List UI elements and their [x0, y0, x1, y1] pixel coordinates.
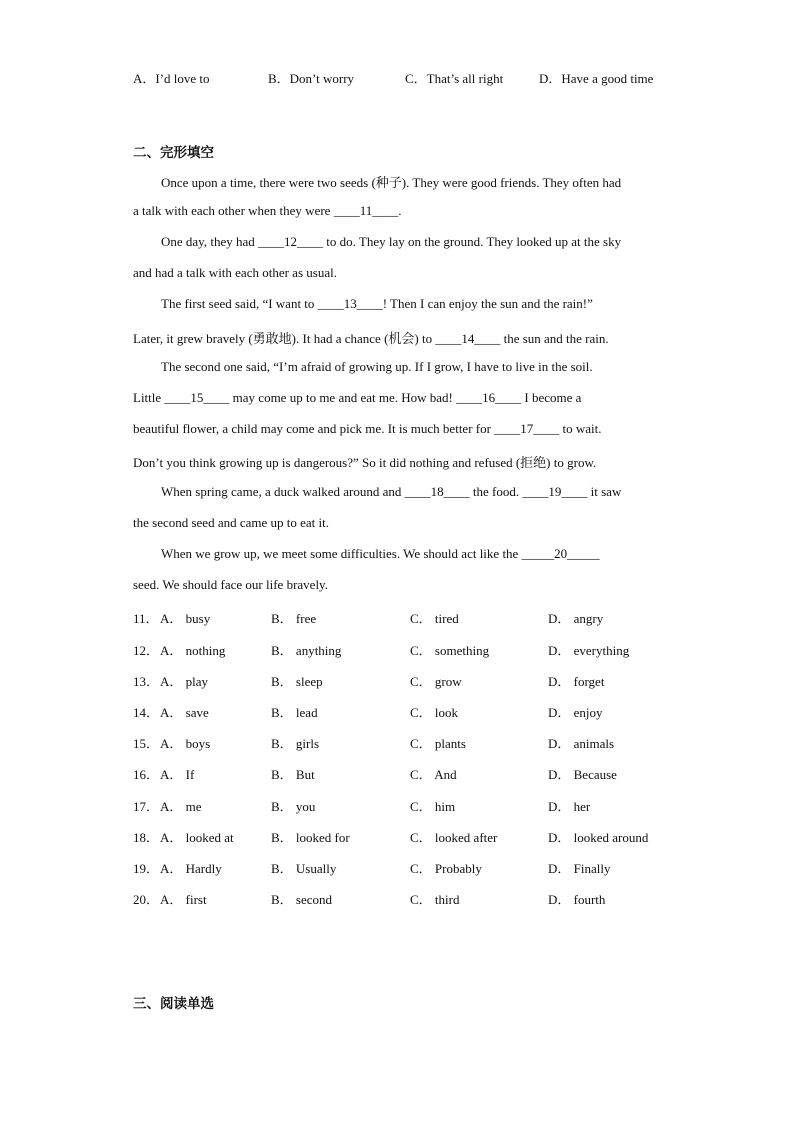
- question-number: 13．: [133, 674, 160, 689]
- passage-line: The second one said, “I’m afraid of growing up. If I grow, I have to live in the soil.: [161, 359, 593, 374]
- blank-17: ____17____: [494, 421, 560, 436]
- blank-20: _____20_____: [521, 546, 600, 561]
- option-b[interactable]: B． looked for: [271, 830, 350, 845]
- question-row-17: [133, 796, 693, 816]
- passage-text: Later, it grew bravely (勇敢地). It had a chance (机会) to: [133, 331, 436, 346]
- option-d[interactable]: D． animals: [548, 736, 615, 751]
- passage-line: [133, 203, 401, 219]
- option-d[interactable]: D． Finally: [548, 861, 611, 876]
- prev-option-d: D．Have a good time: [539, 71, 654, 86]
- option-a[interactable]: A． boys: [160, 736, 211, 751]
- option-a[interactable]: A． busy: [160, 611, 211, 626]
- option-c[interactable]: C． third: [410, 892, 460, 907]
- question-number: 19．: [133, 861, 160, 876]
- option-c[interactable]: C． plants: [410, 736, 466, 751]
- blank-14: ____14____: [435, 331, 501, 346]
- passage-line: Once upon a time, there were two seeds (种子). They were good friends. They often had: [161, 175, 622, 190]
- question-row-18: [133, 827, 693, 847]
- passage-text: When we grow up, we meet some difficulties. We should act like the: [161, 546, 522, 561]
- question-number: 14．: [133, 705, 160, 720]
- blank-12: ____12____: [258, 234, 323, 249]
- option-a[interactable]: A． If: [160, 767, 195, 782]
- option-d[interactable]: D． her: [548, 799, 591, 814]
- passage-text: a talk with each other when they were: [133, 203, 334, 218]
- passage-text: I become a: [521, 390, 582, 405]
- blank-15: ____15____: [164, 390, 230, 405]
- question-row-12: [133, 640, 693, 660]
- option-a[interactable]: A． nothing: [160, 643, 226, 658]
- passage-line: [161, 546, 600, 562]
- option-c[interactable]: C． grow: [410, 674, 462, 689]
- option-c[interactable]: C． looked after: [410, 830, 498, 845]
- question-row-15: [133, 733, 693, 753]
- option-b[interactable]: B． Usually: [271, 861, 337, 876]
- option-b[interactable]: B． lead: [271, 705, 318, 720]
- option-b[interactable]: B． sleep: [271, 674, 323, 689]
- option-d[interactable]: D． fourth: [548, 892, 606, 907]
- option-d[interactable]: D． looked around: [548, 830, 649, 845]
- passage-line: [133, 421, 601, 437]
- question-row-20: [133, 889, 693, 909]
- option-c[interactable]: C． look: [410, 705, 459, 720]
- prev-option-b: B．Don’t worry: [268, 71, 355, 86]
- passage-line: the second seed and came up to eat it.: [133, 515, 330, 530]
- question-row-19: [133, 858, 693, 878]
- option-a[interactable]: A． play: [160, 674, 209, 689]
- question-number: 12．: [133, 643, 160, 658]
- passage-text: .: [398, 203, 402, 218]
- passage-text: the food.: [469, 484, 523, 499]
- question-row-11: [133, 608, 693, 628]
- question-number: 20．: [133, 892, 160, 907]
- prev-option-a: A．I’d love to: [133, 71, 210, 86]
- passage-line: [161, 484, 621, 500]
- option-d[interactable]: D． forget: [548, 674, 605, 689]
- section-title-reading: 三、阅读单选: [133, 996, 214, 1012]
- option-a[interactable]: A． looked at: [160, 830, 234, 845]
- option-c[interactable]: C． Probably: [410, 861, 482, 876]
- passage-text: the sun and the rain.: [500, 331, 609, 346]
- blank-13: ____13____: [317, 296, 383, 311]
- option-c[interactable]: C． And: [410, 767, 457, 782]
- passage-text: Little: [133, 390, 165, 405]
- passage-line: seed. We should face our life bravely.: [133, 577, 328, 592]
- passage-text: One day, they had: [161, 234, 258, 249]
- option-b[interactable]: B． girls: [271, 736, 320, 751]
- option-a[interactable]: A． first: [160, 892, 207, 907]
- question-row-16: [133, 764, 693, 784]
- option-c[interactable]: C． tired: [410, 611, 459, 626]
- passage-line: and had a talk with each other as usual.: [133, 265, 337, 280]
- option-d[interactable]: D． Because: [548, 767, 617, 782]
- option-b[interactable]: B． free: [271, 611, 317, 626]
- question-number: 11．: [133, 611, 159, 626]
- blank-16: ____16____: [456, 390, 522, 405]
- blank-18: ____18____: [404, 484, 470, 499]
- option-d[interactable]: D． enjoy: [548, 705, 603, 720]
- option-b[interactable]: B． you: [271, 799, 316, 814]
- question-number: 15．: [133, 736, 160, 751]
- option-d[interactable]: D． angry: [548, 611, 604, 626]
- option-a[interactable]: A． Hardly: [160, 861, 222, 876]
- passage-line: [161, 296, 593, 312]
- blank-11: ____11____: [333, 203, 399, 218]
- section-title-cloze: 二、完形填空: [133, 145, 214, 161]
- passage-text: may come up to me and eat me. How bad!: [229, 390, 457, 405]
- question-row-13: [133, 671, 693, 691]
- passage-line: [161, 234, 621, 250]
- option-d[interactable]: D． everything: [548, 643, 630, 658]
- option-b[interactable]: B． But: [271, 767, 315, 782]
- question-number: 18．: [133, 830, 160, 845]
- option-c[interactable]: C． him: [410, 799, 456, 814]
- blank-19: ____19____: [522, 484, 588, 499]
- passage-text: The first seed said, “I want to: [161, 296, 318, 311]
- prev-option-c: C．That’s all right: [405, 71, 504, 86]
- option-a[interactable]: A． me: [160, 799, 202, 814]
- question-number: 16．: [133, 767, 160, 782]
- option-b[interactable]: B． anything: [271, 643, 342, 658]
- passage-text: When spring came, a duck walked around and: [161, 484, 405, 499]
- passage-text: beautiful flower, a child may come and pick me. It is much better for: [133, 421, 495, 436]
- question-number: 17．: [133, 799, 160, 814]
- passage-text: it saw: [587, 484, 622, 499]
- passage-text: to do. They lay on the ground. They looked up at the sky: [323, 234, 622, 249]
- passage-text: to wait.: [559, 421, 602, 436]
- question-row-14: [133, 702, 693, 722]
- option-a[interactable]: A． save: [160, 705, 209, 720]
- passage-line: [133, 328, 609, 347]
- option-b[interactable]: B． second: [271, 892, 333, 907]
- passage-line: [133, 390, 581, 406]
- passage-text: ! Then I can enjoy the sun and the rain!”: [382, 296, 593, 311]
- passage-line: Don’t you think growing up is dangerous?” So it did nothing and refused (拒绝) to grow.: [133, 455, 597, 470]
- option-c[interactable]: C． something: [410, 643, 490, 658]
